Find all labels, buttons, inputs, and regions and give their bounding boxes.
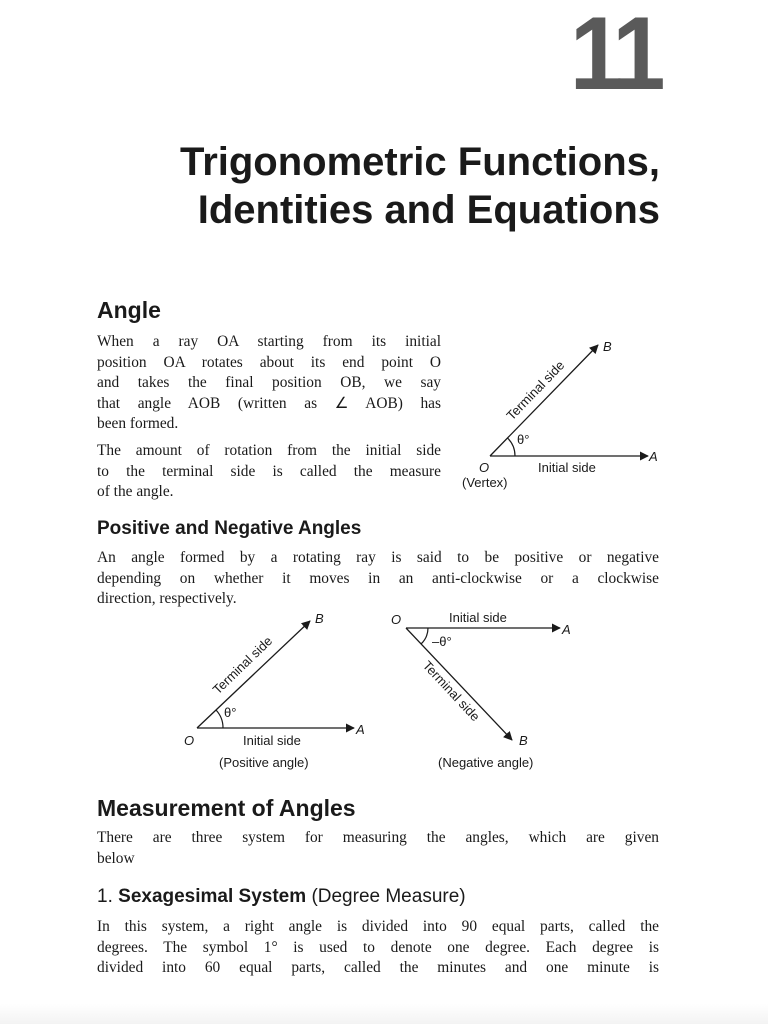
text-line: to the terminal side is called the measure bbox=[97, 462, 441, 480]
item-number: 1. bbox=[97, 886, 113, 907]
pos-neg-heading: Positive and Negative Angles bbox=[97, 518, 362, 539]
angle-figure bbox=[462, 339, 658, 490]
theta-label: θ° bbox=[517, 432, 530, 447]
text-line: of the angle. bbox=[97, 483, 174, 500]
theta-label: θ° bbox=[224, 705, 237, 720]
point-A-label: A bbox=[649, 449, 658, 464]
chapter-number: 11 bbox=[569, 0, 660, 112]
initial-side-label: Initial side bbox=[449, 610, 507, 625]
text-line: position OA rotates about its end point O bbox=[97, 353, 441, 371]
measurement-heading: Measurement of Angles bbox=[97, 795, 356, 821]
text-line: and takes the final position OB, we say bbox=[97, 374, 441, 391]
text-line: that angle AOB (written as ∠ AOB) has bbox=[97, 394, 441, 412]
text-line: direction, respectively. bbox=[97, 590, 237, 607]
chapter-title-line-1: Trigonometric Functions, bbox=[179, 140, 660, 184]
angle-heading: Angle bbox=[97, 297, 161, 323]
terminal-side-label: Terminal side bbox=[503, 357, 568, 424]
point-A-label: A bbox=[356, 722, 365, 737]
point-A-label: A bbox=[562, 622, 571, 637]
terminal-side-label: Terminal side bbox=[419, 657, 484, 725]
terminal-side-ray bbox=[490, 345, 598, 456]
theta-label: –θ° bbox=[432, 634, 452, 649]
angle-arc bbox=[421, 628, 428, 644]
text-line: been formed. bbox=[97, 415, 179, 432]
angle-arc bbox=[216, 710, 223, 728]
text-line: divided into 60 equal parts, called the minutes and one minute is bbox=[97, 959, 659, 976]
negative-angle-figure bbox=[391, 610, 571, 770]
text-line: depending on whether it moves in an anti-clockwise or a clockwise bbox=[97, 569, 659, 587]
point-B-label: B bbox=[519, 733, 528, 748]
chapter-title-line-2: Identities and Equations bbox=[197, 188, 660, 232]
vertex-label: (Vertex) bbox=[462, 475, 508, 490]
point-O-label: O bbox=[391, 612, 402, 627]
positive-angle-caption: (Positive angle) bbox=[219, 755, 309, 770]
point-B-label: B bbox=[315, 611, 324, 626]
angle-arc bbox=[508, 438, 516, 456]
positive-angle-figure bbox=[184, 611, 365, 770]
point-O-label: O bbox=[184, 733, 195, 748]
negative-angle-caption: (Negative angle) bbox=[438, 755, 534, 770]
text-line: The amount of rotation from the initial side bbox=[97, 442, 441, 459]
text-line: When a ray OA starting from its initial bbox=[97, 333, 441, 350]
terminal-side-label: Terminal side bbox=[209, 633, 276, 698]
page-bottom-edge bbox=[0, 1004, 768, 1024]
terminal-side-ray bbox=[406, 628, 512, 740]
initial-side-label: Initial side bbox=[243, 733, 301, 748]
item-qualifier: (Degree Measure) bbox=[311, 886, 466, 907]
item-name: Sexagesimal System bbox=[118, 886, 307, 907]
text-line: There are three system for measuring the angles, which are given bbox=[97, 829, 659, 846]
text-line: degrees. The symbol 1° is used to denote one degree. Each degree is bbox=[97, 938, 659, 956]
text-line: An angle formed by a rotating ray is said to be positive or negative bbox=[97, 549, 659, 566]
terminal-side-ray bbox=[197, 621, 310, 728]
initial-side-label: Initial side bbox=[538, 460, 596, 475]
text-line: In this system, a right angle is divided into 90 equal parts, called the bbox=[97, 918, 659, 935]
text-line: below bbox=[97, 849, 135, 867]
point-B-label: B bbox=[603, 339, 612, 354]
point-O-label: O bbox=[479, 460, 490, 475]
